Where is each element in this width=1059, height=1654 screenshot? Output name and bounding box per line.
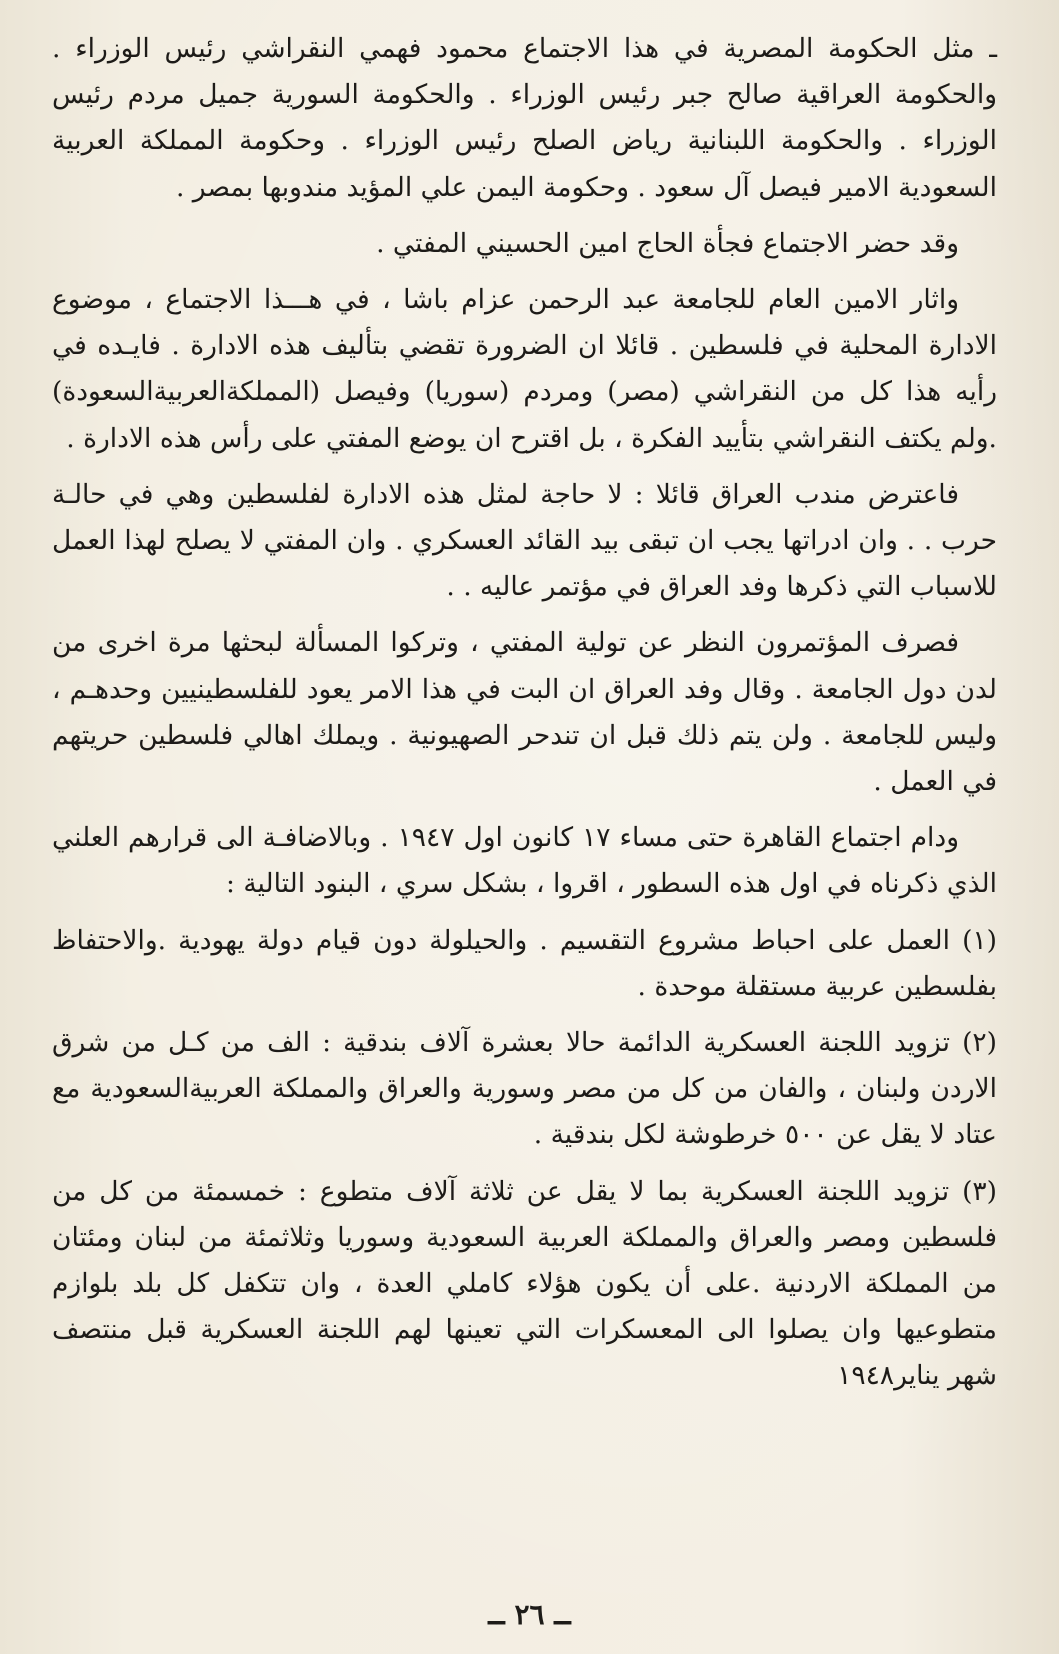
paragraph-decision-deferred: فصرف المؤتمرون النظر عن تولية المفتي ، وتركوا المسألة لبحثها مرة اخرى من لدن دول الجامعة . وقال وفد العراق ان البت في هذا الامر يعود للفلسطينيين وحدهـم ، وليس للجامعة . ولن يتم ذلك قبل ان تندحر الصهيونية . ويملك اهالي فلسطين حريتهم في العمل . bbox=[52, 627, 997, 798]
paragraph-mufti-attendance: وقد حضر الاجتماع فجأة الحاج امين الحسيني المفتي . bbox=[376, 227, 959, 259]
paragraph-delegates: ـ مثل الحكومة المصرية في هذا الاجتماع محمود فهمي النقراشي رئيس الوزراء . والحكومة العراقية صالح جبر رئيس الوزراء . والحكومة السورية جميل مردم رئيس الوزراء . والحكومة اللبنانية رياض الصلح رئيس الوزراء . وحكومة المملكة العربية السعودية الامير فيصل آل سعود . وحكومة اليمن علي المؤيد مندوبها بمصر . bbox=[52, 33, 997, 203]
resolution-item-2: (٢) تزويد اللجنة العسكرية الدائمة حالا بعشرة آلاف بندقية : الف من كـل من شرق الاردن ولبنان ، والفان من كل من مصر وسورية والعراق والمملكة العربيةالسعودية مع عتاد لا يقل عن ٥٠٠ خرطوشة لكل بندقية . bbox=[52, 1027, 997, 1151]
body-text bbox=[52, 26, 997, 1410]
page-number: ــ ٢٦ ــ bbox=[488, 1598, 571, 1631]
paragraph-local-administration: واثار الامين العام للجامعة عبد الرحمن عزام باشا ، في هـــذا الاجتماع ، موضوع الادارة المحلية في فلسطين . قائلا ان الضرورة تقضي بتأليف هذه الادارة . فايـده في رأيه هذا كل من النقراشي (مصر) ومردم (سوريا) وفيصل (المملكةالعربيةالسعودة) .ولم يكتف النقراشي بتأييد الفكرة ، بل اقترح ان يوضع المفتي على رأس هذه الادارة . bbox=[52, 284, 997, 454]
resolution-item-3: (٣) تزويد اللجنة العسكرية بما لا يقل عن ثلاثة آلاف متطوع : خمسمئة من كل من فلسطين ومصر والعراق والمملكة العربية السعودية وسوريا وثلاثمئة من لبنان ومئتان من المملكة الاردنية .على أن يكون هؤلاء كاملي العدة ، وان تتكفل كل بلد بلوازم متطوعيها وان يصلوا الى المعسكرات التي تعينها لهم اللجنة العسكرية قبل منتصف شهر يناير١٩٤٨ bbox=[52, 1175, 997, 1392]
paragraph-secret-resolutions: ودام اجتماع القاهرة حتى مساء ١٧ كانون اول ١٩٤٧ . وبالاضافـة الى قرارهم العلني الذي ذكرناه في اول هذه السطور ، اقروا ، بشكل سري ، البنود التالية : bbox=[52, 822, 997, 900]
paragraph-iraq-objection: فاعترض مندب العراق قائلا : لا حاجة لمثل هذه الادارة لفلسطين وهي في حالـة حرب . . وان ادراتها يجب ان تبقى بيد القائد العسكري . وان المفتي لا يصلح لهذا العمل للاسباب التي ذكرها وفد العراق في مؤتمر عاليه . . bbox=[52, 478, 997, 603]
resolution-item-1: (١) العمل على احباط مشروع التقسيم . والحيلولة دون قيام دولة يهودية .والاحتفاظ بفلسطين عربية مستقلة موحدة . bbox=[52, 924, 997, 1002]
